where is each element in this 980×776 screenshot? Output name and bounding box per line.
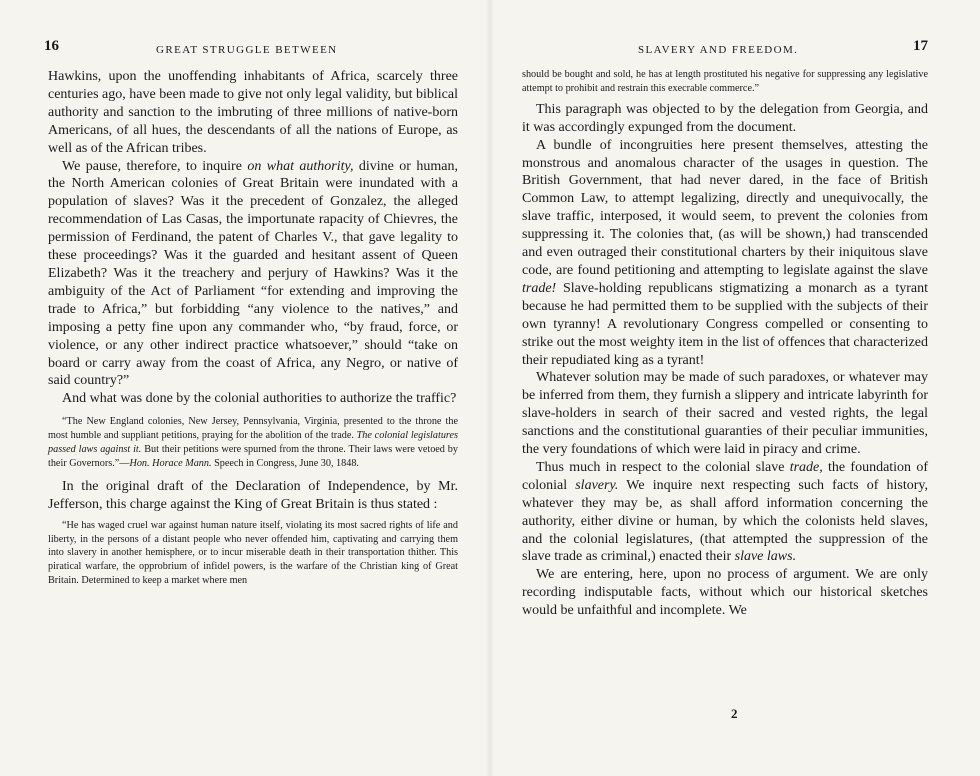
signature-mark: 2: [731, 706, 738, 721]
paragraph: Thus much in respect to the colonial slave trade, the foundation of colonial slavery. We inquire next respecting such facts of history, whatever they may be, as shall afford information concerning the authority, either divine or human, by which the colonists held slaves, and the colonial legislatures, (that attempted the suppression of the slave trade as criminal,) enacted their slave laws.: [522, 459, 928, 565]
right-page-body: [522, 68, 928, 620]
left-page-body: [48, 68, 458, 588]
paragraph: In the original draft of the Declaration of Independence, by Mr. Jefferson, this charge against the King of Great Britain is thus stated :: [48, 478, 458, 512]
page-number: 16: [44, 38, 59, 54]
block-quote: “The New England colonies, New Jersey, Pennsylvania, Virginia, presented to the throne the most humble and suppliant petitions, praying for the abolition of the trade. The colonial legislatures passed laws against it. But their petitions were spurned from the throne. Their laws were vetoed by their Governors.”—Hon. Horace Mann. Speech in Congress, June 30, 1848.: [48, 416, 458, 469]
paragraph: We pause, therefore, to inquire on what authority, divine or human, the North American colonies of Great Britain were inundated with a population of slaves? Was it the precedent of Gonzalez, the alleged recommendation of Las Casas, the importunate rapacity of Chievres, the permission of Ferdinand, the patent of Charles V., that gave legality to these proceedings? Was it the guarded and hesitant assent of Queen Elizabeth? Was it the treachery and perjury of Hawkins? Was it the ambiguity of the Act of Parliament “for extending and improving the trade to Africa,” but forbidding “any violence to the natives,” and imposing a petty fine upon any commander who, “by fraud, force, or violence, or any other indirect practice whatsoever,” should “take on board or carry away from the coast of Africa, any Negro, or native of said country?”: [48, 158, 458, 389]
paragraph: Hawkins, upon the unoffending inhabitants of Africa, scarcely three centuries ago, have been made to give not only legal validity, but biblical authority and sanction to the imbruting of three millions of native-born Americans, of all hues, the descendants of all the nations of Europe, as well as of the African tribes.: [48, 69, 458, 156]
paragraph: This paragraph was objected to by the delegation from Georgia, and it was accordingly expunged from the document.: [522, 101, 928, 135]
paragraph: Whatever solution may be made of such paradoxes, or whatever may be inferred from them, they furnish a slippery and intricate labyrinth for slave-holders in search of their sacred and vested rights, the legal sanctions and the constitutional guaranties of their peculiar immunities, the very foundations of which were laid in piracy and crime.: [522, 370, 928, 458]
page-number: 17: [913, 38, 928, 54]
paragraph: And what was done by the colonial authorities to authorize the traffic?: [62, 391, 457, 407]
block-quote: “He has waged cruel war against human nature itself, violating its most sacred rights of life and liberty, in the persons of a distant people who never offended him, captivating and carrying them into slavery in another hemisphere, or to incur miserable death in their transportation thither. This piratical warfare, the opprobrium of infidel powers, is the warfare of the Christian king of Great Britain. Determined to keep a market where men: [48, 519, 458, 587]
running-head: SLAVERY AND FREEDOM.: [638, 44, 799, 56]
running-head: GREAT STRUGGLE BETWEEN: [156, 44, 338, 56]
right-page: [490, 0, 980, 776]
block-quote-continued: should be bought and sold, he has at length prostituted his negative for suppressing any legislative attempt to prohibit and restrain this execrable commerce.”: [522, 69, 928, 94]
paragraph: A bundle of incongruities here present themselves, attesting the monstrous and anomalous character of the usages in question. The British Government, that had never dared, in the face of British Common Law, to attempt legalizing, directly and unequivocally, the slave traffic, interposed, it would seem, to prevent the colonies from suppressing it. The colonies that, (as will be shown,) had transcended and even outraged their constitutional charters by their iniquitous slave code, are found petitioning and attempting to legislate against the slave trade! Slave-holding republicans stigmatizing a monarch as a tyrant because he had permitted them to be supplied with the subjects of their own tyranny! A revolutionary Congress compelled or consenting to strike out the most weighty item in the list of offences that characterized their repudiated king as a tyrant!: [522, 137, 928, 368]
paragraph: We are entering, here, upon no process of argument. We are only recording indisputable facts, without which our historical sketches would be unfaithful and incomplete. We: [522, 567, 928, 619]
